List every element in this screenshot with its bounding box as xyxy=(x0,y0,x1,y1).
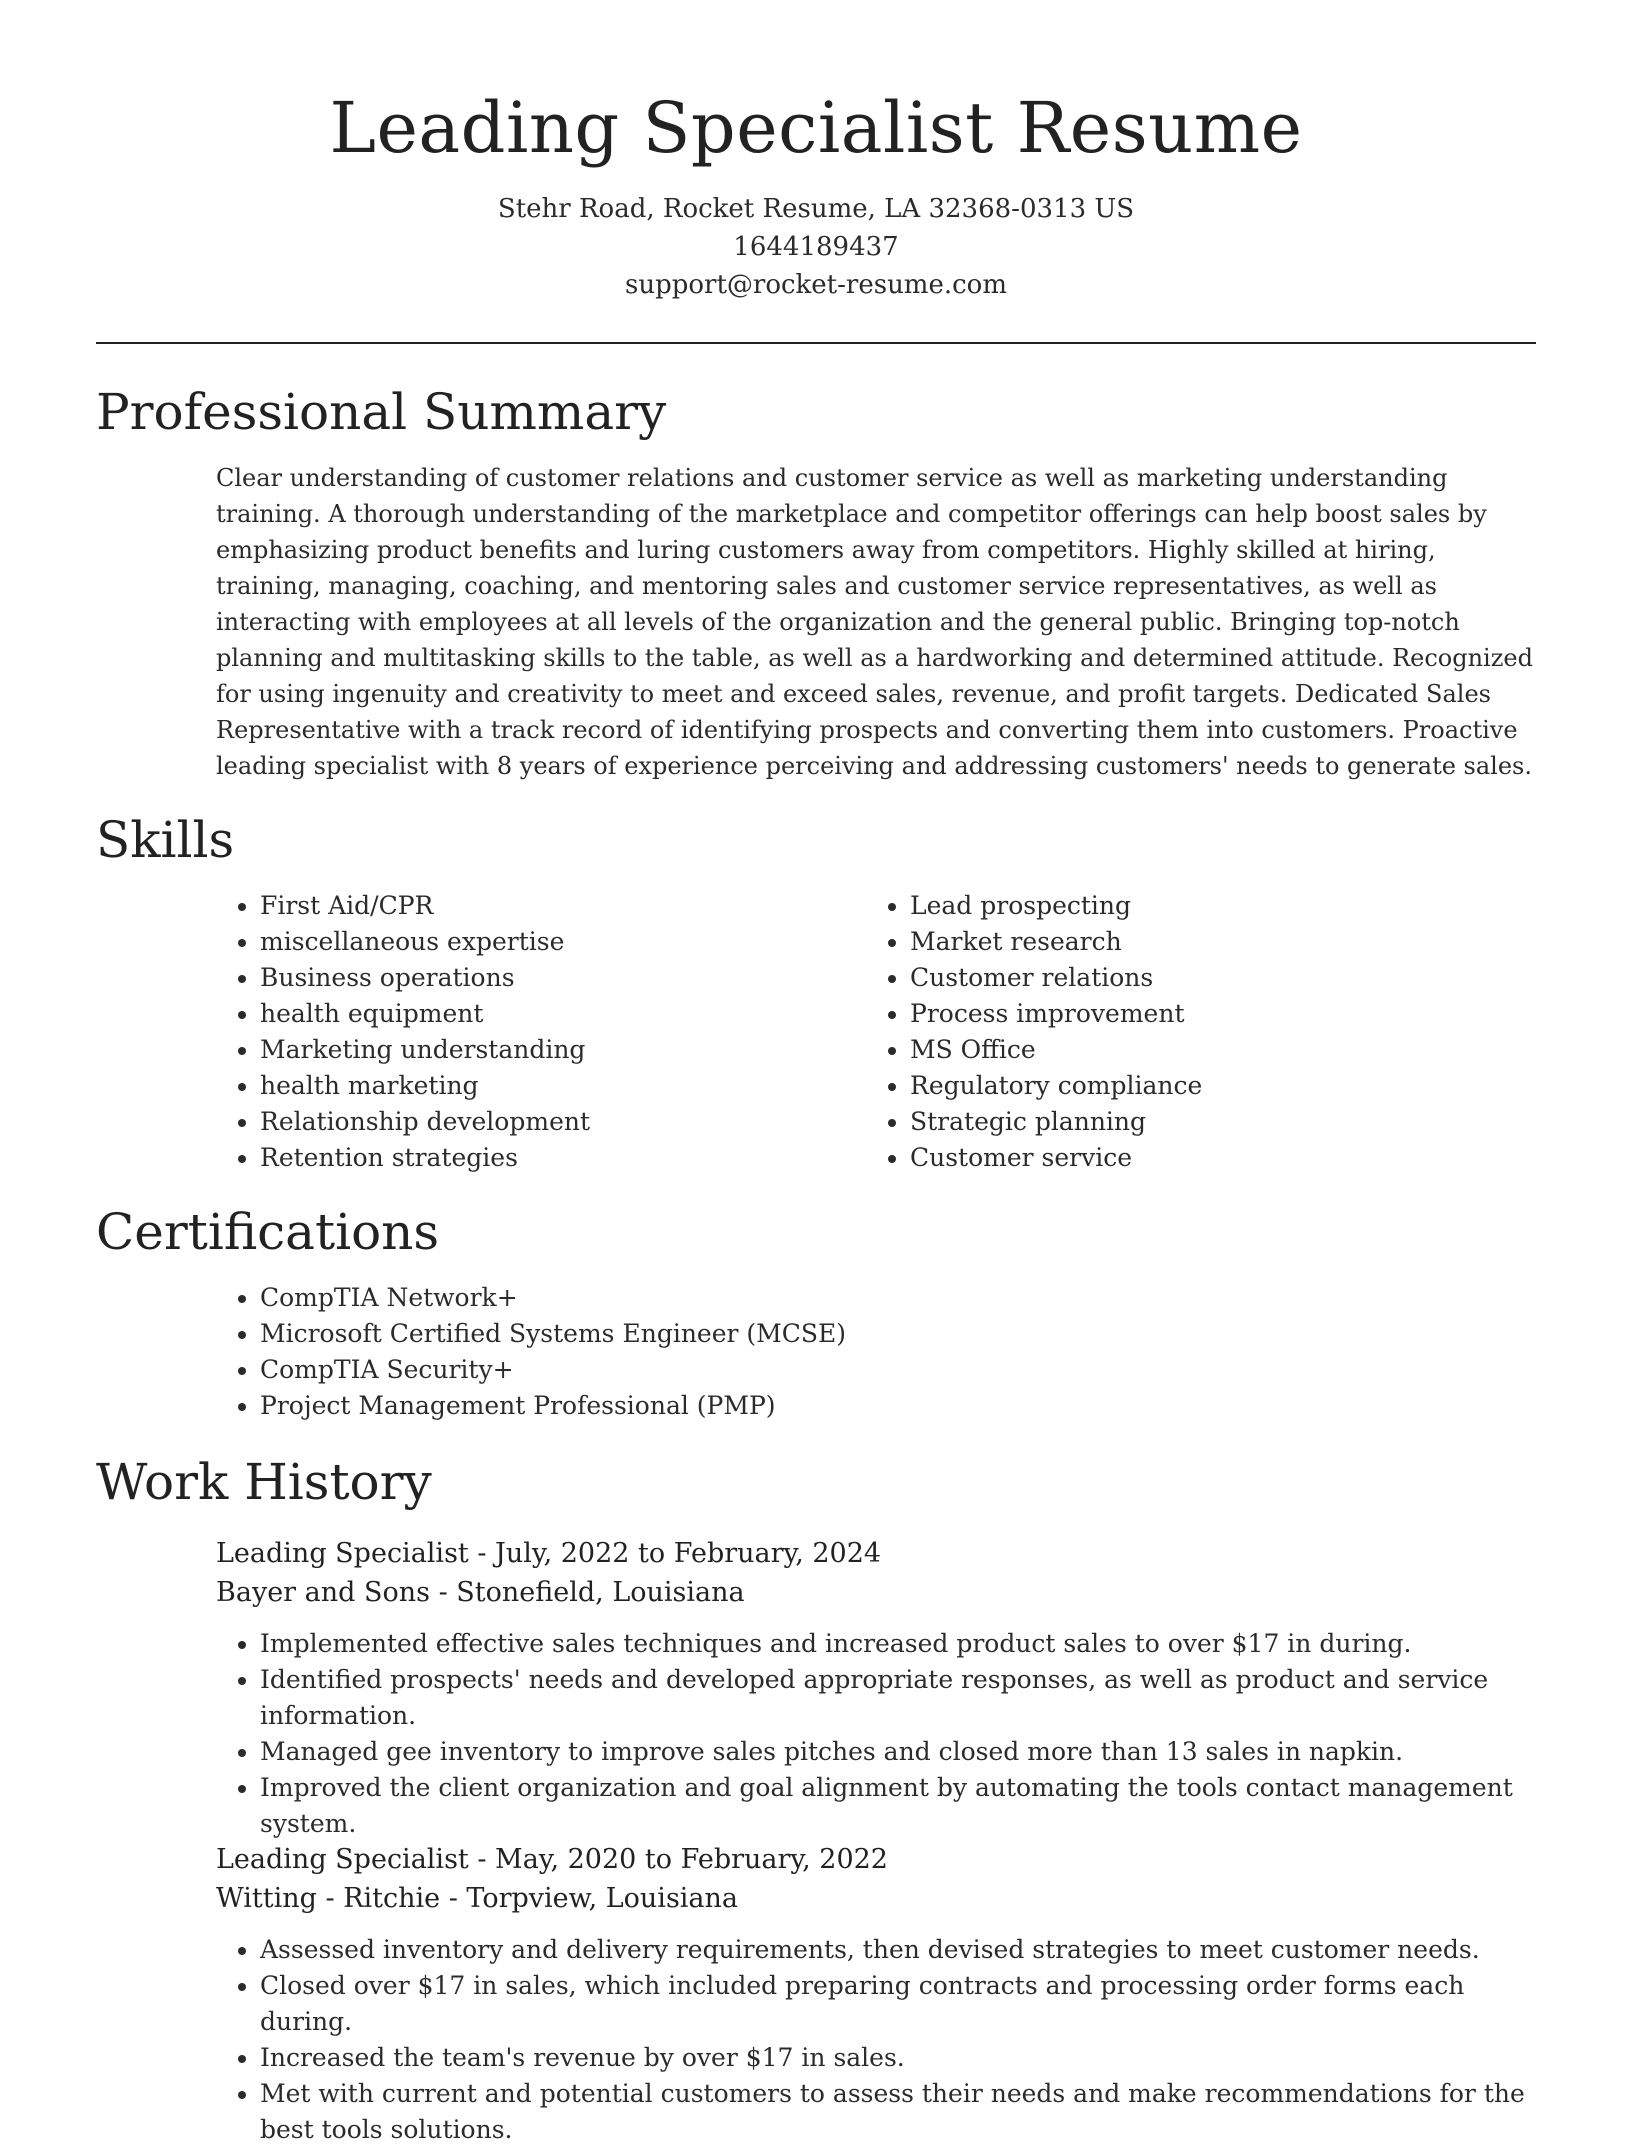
job-company: Bayer and Sons - Stonefield, Louisiana xyxy=(216,1577,745,1608)
job-entry xyxy=(216,1840,1546,2148)
job-company: Witting - Ritchie - Torpview, Louisiana xyxy=(216,1883,739,1914)
job-duty-item: • Improved the client organization and goal alignment by automating the tools contact management system. xyxy=(260,1770,1546,1842)
skill-item: • Regulatory compliance xyxy=(910,1068,1486,1104)
contact-email[interactable]: support@rocket-resume.com xyxy=(624,270,1007,300)
summary-heading: Professional Summary xyxy=(96,383,667,441)
job-duty-item: • Increased the team's revenue by over $17 in sales. xyxy=(260,2040,1546,2076)
work-history-heading: Work History xyxy=(96,1453,432,1511)
contact-phone: 1644189437 xyxy=(733,232,899,262)
certification-item: • CompTIA Network+ xyxy=(260,1280,1416,1316)
skill-item: • Relationship development xyxy=(260,1104,836,1140)
skill-item: • Retention strategies xyxy=(260,1140,836,1176)
skill-item: • Strategic planning xyxy=(910,1104,1486,1140)
job-duty-item: • Managed gee inventory to improve sales pitches and closed more than 13 sales in napkin. xyxy=(260,1734,1546,1770)
summary-text: Clear understanding of customer relations and customer service as well as marketing understanding training. A thorough understanding of the marketplace and competitor offerings can help boost sales by emphasizing product benefits and luring customers away from competitors. Highly skilled at hiring, training, managing, coaching, and mentoring sales and customer service representatives, as well as interacting with employees at all levels of the organization and the general public. Bringing top-notch planning and multitasking skills to the table, as well as a hardworking and determined attitude. Recognized for using ingenuity and creativity to meet and exceed sales, revenue, and profit targets. Dedicated Sales Representative with a track record of identifying prospects and converting them into customers. Proactive leading specialist with 8 years of experience perceiving and addressing customers' needs to generate sales. xyxy=(216,464,1533,780)
resume-header xyxy=(0,80,1632,304)
skill-item: • Lead prospecting xyxy=(910,888,1486,924)
job-duties xyxy=(216,1626,1546,1842)
skill-item: • Marketing understanding xyxy=(260,1032,836,1068)
certification-item: • CompTIA Security+ xyxy=(260,1352,1416,1388)
resume-title: Leading Specialist Resume xyxy=(329,87,1303,169)
skill-item: • Business operations xyxy=(260,960,836,996)
job-title: Leading Specialist - July, 2022 to February, 2024 xyxy=(216,1538,882,1569)
job-duty-item: • Assessed inventory and delivery requirements, then devised strategies to meet customer needs. xyxy=(260,1932,1546,1968)
job-duty-item: • Implemented effective sales techniques and increased product sales to over $17 in during. xyxy=(260,1626,1546,1662)
certifications-list xyxy=(216,1280,1416,1424)
skill-item: • health equipment xyxy=(260,996,836,1032)
certifications-heading: Certifications xyxy=(96,1203,440,1261)
job-duties xyxy=(216,1932,1546,2148)
job-title: Leading Specialist - May, 2020 to February, 2022 xyxy=(216,1844,888,1875)
skill-item: • Customer relations xyxy=(910,960,1486,996)
job-duty-item: • Met with current and potential customers to assess their needs and make recommendations for the best tools solutions. xyxy=(260,2076,1546,2148)
job-duty-item: • Closed over $17 in sales, which included preparing contracts and processing order forms each during. xyxy=(260,1968,1546,2040)
skills-column-right xyxy=(866,888,1486,1176)
job-entry xyxy=(216,1534,1546,1842)
certification-item: • Microsoft Certified Systems Engineer (MCSE) xyxy=(260,1316,1416,1352)
header-divider xyxy=(96,342,1536,344)
skills-column-left xyxy=(216,888,836,1176)
skill-item: • MS Office xyxy=(910,1032,1486,1068)
certification-item: • Project Management Professional (PMP) xyxy=(260,1388,1416,1424)
skill-item: • Market research xyxy=(910,924,1486,960)
skill-item: • First Aid/CPR xyxy=(260,888,836,924)
skills-heading: Skills xyxy=(96,811,235,869)
contact-address: Stehr Road, Rocket Resume, LA 32368-0313 US xyxy=(497,194,1135,224)
job-duty-item: • Identified prospects' needs and developed appropriate responses, as well as product and service information. xyxy=(260,1662,1546,1734)
skill-item: • Customer service xyxy=(910,1140,1486,1176)
skill-item: • health marketing xyxy=(260,1068,836,1104)
skill-item: • Process improvement xyxy=(910,996,1486,1032)
skill-item: • miscellaneous expertise xyxy=(260,924,836,960)
